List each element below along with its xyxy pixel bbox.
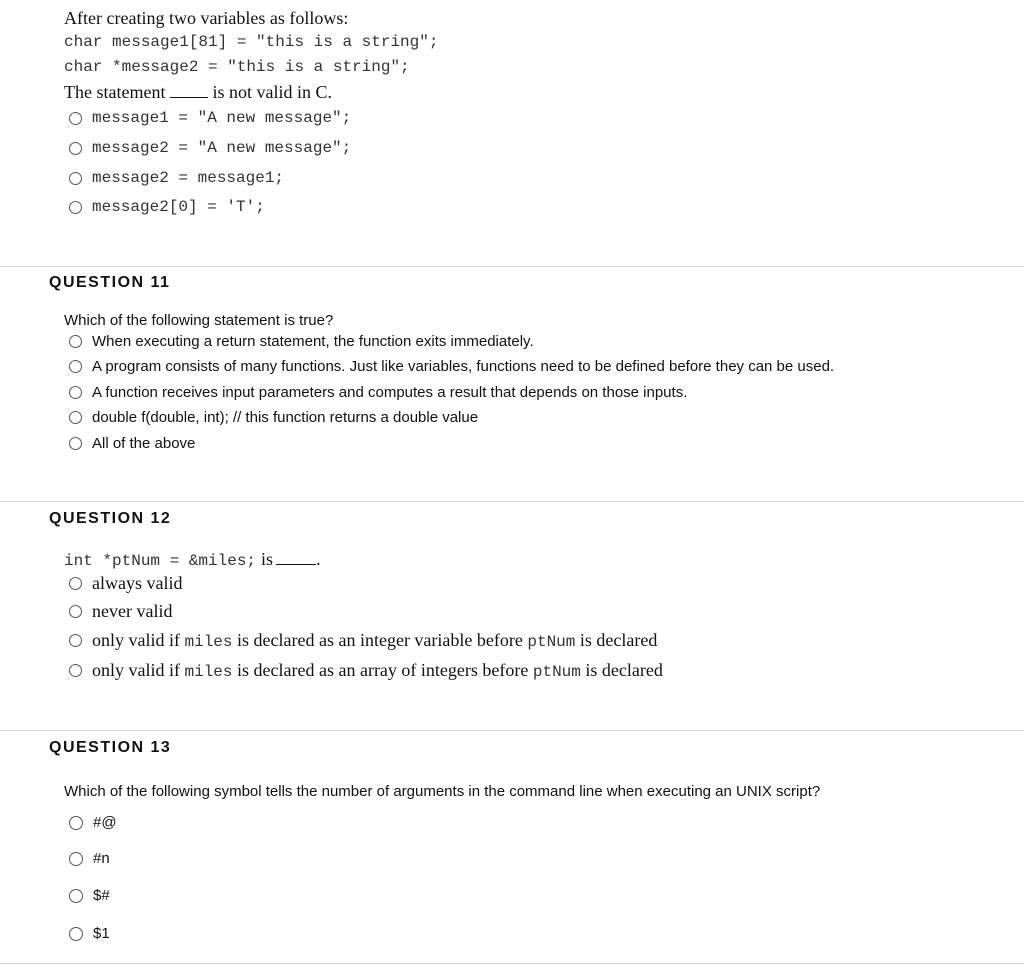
radio-button[interactable] (69, 386, 82, 399)
radio-button[interactable] (69, 411, 82, 424)
q12-option-1[interactable] (69, 573, 182, 594)
option-text: is declared as an array of integers before (232, 660, 533, 680)
option-label: double f(double, int); // this function returns a double value (92, 409, 479, 426)
radio-button[interactable] (69, 577, 82, 590)
q10-option-4[interactable] (69, 198, 265, 216)
q11-option-3[interactable] (69, 384, 687, 401)
q13-option-4[interactable] (69, 925, 110, 942)
radio-button[interactable] (69, 927, 83, 941)
radio-button[interactable] (69, 816, 83, 830)
option-text: is declared (580, 660, 663, 680)
radio-button[interactable] (69, 634, 82, 647)
inline-code: ptNum (527, 633, 576, 651)
radio-button[interactable] (69, 112, 82, 125)
q11-option-1[interactable] (69, 333, 534, 350)
inline-code: ptNum (532, 663, 581, 681)
prompt-code: int *ptNum = &miles; (64, 552, 257, 570)
question-12-title: QUESTION 12 (49, 510, 172, 527)
option-label: #n (93, 850, 110, 867)
option-label: A function receives input parameters and computes a result that depends on those inputs. (92, 384, 688, 401)
section-divider (0, 266, 1024, 267)
question-11-prompt: Which of the following statement is true? (64, 312, 334, 329)
inline-code: miles (184, 663, 233, 681)
section-divider (0, 730, 1024, 731)
inline-code: miles (184, 633, 233, 651)
q11-option-5[interactable] (69, 435, 195, 452)
blank (170, 97, 208, 98)
radio-button[interactable] (69, 605, 82, 618)
q12-option-3[interactable] (69, 630, 657, 651)
question-10-intro: After creating two variables as follows: (64, 8, 349, 28)
option-text: is declared as an integer variable before (232, 630, 528, 650)
radio-button[interactable] (69, 360, 82, 373)
option-label: never valid (92, 601, 173, 621)
radio-button[interactable] (69, 172, 82, 185)
radio-button[interactable] (69, 335, 82, 348)
option-label: When executing a return statement, the function exits immediately. (92, 333, 534, 350)
question-13-title: QUESTION 13 (49, 739, 172, 756)
option-label: message2 = message1; (92, 169, 285, 187)
option-label: $1 (93, 925, 110, 942)
q10-option-2[interactable] (69, 139, 351, 157)
option-label: message2 = "A new message"; (92, 139, 352, 157)
question-10-statement (64, 82, 332, 103)
radio-button[interactable] (69, 201, 82, 214)
statement-before: The statement (64, 82, 166, 102)
option-label (92, 630, 657, 651)
q10-option-3[interactable] (69, 169, 284, 187)
blank (276, 564, 316, 565)
section-divider (0, 501, 1024, 502)
q12-option-4[interactable] (69, 660, 663, 681)
radio-button[interactable] (69, 664, 82, 677)
statement-after: is not valid in C. (212, 82, 332, 102)
prompt-text: is (261, 549, 274, 569)
question-12-prompt (64, 549, 321, 570)
q13-option-1[interactable] (69, 814, 117, 831)
q12-option-2[interactable] (69, 601, 172, 622)
option-label: always valid (92, 573, 183, 593)
code-line-1: char message1[81] = "this is a string"; (64, 33, 439, 51)
option-text: only valid if (92, 660, 185, 680)
option-label (92, 660, 663, 681)
option-label: message1 = "A new message"; (92, 109, 352, 127)
code-line-2: char *message2 = "this is a string"; (64, 58, 410, 76)
q11-option-4[interactable] (69, 409, 478, 426)
q13-option-3[interactable] (69, 887, 110, 904)
option-label: message2[0] = 'T'; (92, 198, 265, 216)
radio-button[interactable] (69, 852, 83, 866)
question-13-prompt: Which of the following symbol tells the number of arguments in the command line when executing an UNIX script? (64, 783, 821, 800)
q11-option-2[interactable] (69, 358, 834, 375)
option-text: is declared (575, 630, 658, 650)
radio-button[interactable] (69, 889, 83, 903)
option-label: #@ (93, 814, 117, 831)
option-text: only valid if (92, 630, 185, 650)
option-label: All of the above (92, 435, 196, 452)
prompt-end: . (316, 549, 321, 569)
section-divider (0, 963, 1024, 964)
q10-option-1[interactable] (69, 109, 351, 127)
option-label: $# (93, 887, 110, 904)
radio-button[interactable] (69, 437, 82, 450)
option-label: A program consists of many functions. Just like variables, functions need to be defined before they can be used. (92, 358, 835, 375)
q13-option-2[interactable] (69, 850, 110, 867)
question-11-title: QUESTION 11 (49, 274, 171, 291)
radio-button[interactable] (69, 142, 82, 155)
